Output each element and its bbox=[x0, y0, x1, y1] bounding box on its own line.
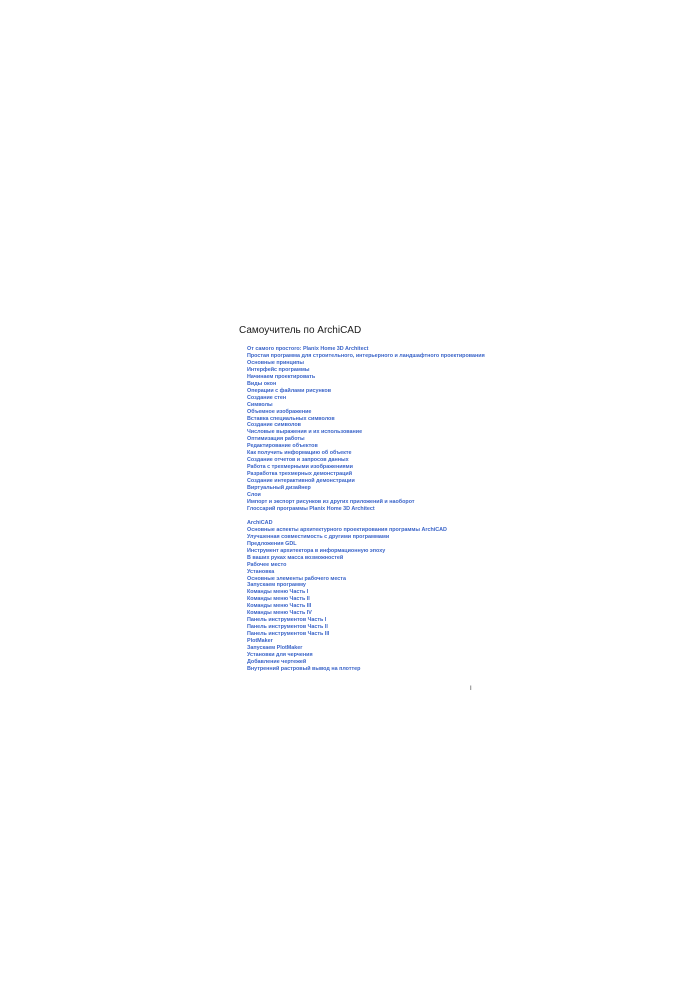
toc-link[interactable]: Основные принципы bbox=[247, 359, 305, 366]
toc-link[interactable]: Рабочее место bbox=[247, 561, 287, 568]
toc-link[interactable]: Команды меню Часть II bbox=[247, 596, 310, 603]
toc-link[interactable]: Улучшенная совместимость с другими программами bbox=[247, 533, 390, 540]
toc-link[interactable]: Запускаем программу bbox=[247, 582, 306, 589]
toc-link[interactable]: От самого простого: Planix Home 3D Architect bbox=[247, 346, 369, 352]
toc-link[interactable]: PlotMaker bbox=[247, 638, 273, 645]
toc-link[interactable]: Виртуальный дизайнер bbox=[247, 485, 311, 492]
toc-link[interactable]: Как получить информацию об объекте bbox=[247, 450, 352, 457]
toc-link[interactable]: ArchiCAD bbox=[247, 519, 273, 526]
toc-link[interactable]: Команды меню Часть III bbox=[247, 603, 312, 610]
toc-link[interactable]: Установка bbox=[247, 568, 275, 575]
toc-link[interactable]: Интерфейс программы bbox=[247, 366, 310, 373]
toc-link[interactable]: Создание стен bbox=[247, 394, 287, 401]
toc-link[interactable]: Предложения GDL bbox=[247, 540, 297, 547]
toc-link[interactable]: Операции с файлами рисунков bbox=[247, 387, 332, 394]
toc-link[interactable]: Панель инструментов Часть II bbox=[247, 624, 328, 631]
document-title: Самоучитель по ArchiCAD bbox=[239, 325, 362, 336]
toc-link[interactable]: Создание интерактивной демонстрации bbox=[247, 478, 355, 485]
table-of-contents bbox=[239, 346, 489, 673]
toc-link[interactable]: Глоссарий программы Planix Home 3D Architect bbox=[247, 505, 375, 512]
toc-link[interactable]: Простая программа для строительного, интерьерного и ландшафтного проектирования bbox=[247, 352, 485, 359]
toc-link[interactable]: Объемное изображение bbox=[247, 408, 312, 415]
toc-link[interactable]: Импорт и экспорт рисунков из других приложений и наоборот bbox=[247, 498, 415, 505]
toc-section-planix bbox=[239, 346, 489, 513]
toc-section-archicad bbox=[239, 520, 489, 673]
toc-link[interactable]: Начинаем проектировать bbox=[247, 373, 316, 380]
toc-link[interactable]: Основные элементы рабочего места bbox=[247, 575, 346, 582]
toc-link[interactable]: Виды окон bbox=[247, 380, 277, 387]
toc-link[interactable]: Запускаем PlotMaker bbox=[247, 645, 303, 652]
page-number: I bbox=[470, 686, 472, 692]
toc-link[interactable]: Инструмент архитектора в информационную эпоху bbox=[247, 547, 386, 554]
toc-link[interactable]: Панель инструментов Часть I bbox=[247, 617, 327, 624]
toc-link[interactable]: Редактирование объектов bbox=[247, 443, 318, 450]
toc-link[interactable]: Команды меню Часть I bbox=[247, 589, 309, 596]
toc-link[interactable]: В ваших руках масса возможностей bbox=[247, 554, 344, 561]
toc-link[interactable]: Команды меню Часть IV bbox=[247, 610, 312, 617]
toc-link[interactable]: Разработка трехмерных демонстраций bbox=[247, 471, 353, 478]
toc-link[interactable]: Внутренний растровый вывод на плоттер bbox=[247, 665, 361, 672]
toc-link[interactable]: Работа с трехмерными изображениями bbox=[247, 464, 353, 471]
toc-link[interactable]: Добавление чертежей bbox=[247, 658, 307, 665]
toc-link[interactable]: Вставка специальных символов bbox=[247, 415, 335, 422]
toc-link[interactable]: Создание символов bbox=[247, 422, 301, 429]
toc-link[interactable]: Слои bbox=[247, 492, 261, 499]
toc-link[interactable]: Числовые выражения и их использование bbox=[247, 429, 363, 436]
toc-link[interactable]: Символы bbox=[247, 401, 273, 408]
toc-link[interactable]: Создание отчетов и запросов данных bbox=[247, 457, 349, 464]
toc-link[interactable]: Установки для черчения bbox=[247, 651, 313, 658]
toc-link[interactable]: Оптимизация работы bbox=[247, 436, 305, 443]
toc-link[interactable]: Панель инструментов Часть III bbox=[247, 631, 330, 638]
toc-link[interactable]: Основные аспекты архитектурного проектирования программы ArchiCAD bbox=[247, 526, 447, 533]
